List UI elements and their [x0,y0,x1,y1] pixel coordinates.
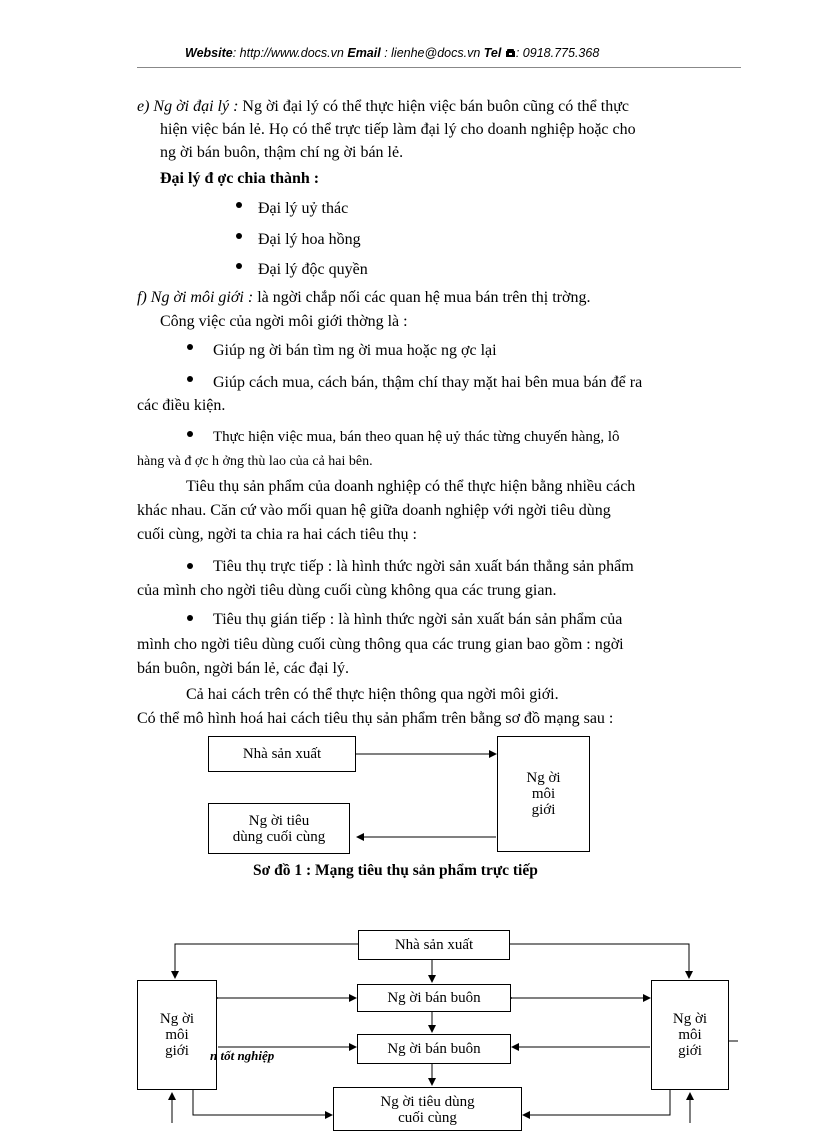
direct-sales-line1: Tiêu thụ trực tiếp : là hình thức ngời sản xuất bán thẳng sản phẩm [213,558,634,575]
agent-type-item: Đại lý độc quyền [258,261,368,278]
broker-task-2-line1: Giúp cách mua, cách bán, thậm chí thay mặt hai bên mua bán để ra [213,374,643,391]
broker-box: Ng ời môi giới [497,736,590,852]
indirect-sales-line2: mình cho ngời tiêu dùng cuối cùng thông qua các trung gian bao gồm : ngời [137,636,624,653]
website-value: : http://www.docs.vn [232,46,344,60]
consumer-box-2: Ng ời tiêu dùng cuối cùng [333,1087,522,1131]
direct-sales-line2: của mình cho ngời tiêu dùng cuối cùng không qua các trung gian. [137,582,557,599]
broker-task-1: Giúp ng ời bán tìm ng ời mua hoặc ng ợc lại [213,342,497,359]
section-e-subhead: Đại lý đ ợc chia thành : [160,170,320,187]
para1-line2: khác nhau. Căn cứ vào mối quan hệ giữa doanh nghiệp với ngời tiêu dùng [137,502,611,519]
para2: Cả hai cách trên có thể thực hiện thông qua ngời môi giới. [186,686,559,703]
wholesaler-box-2: Ng ời bán buôn [357,1034,511,1064]
producer-box: Nhà sản xuất [208,736,356,772]
section-e-line2: hiện việc bán lẻ. Họ có thể trực tiếp làm đại lý cho doanh nghiệp hoặc cho [160,121,636,138]
footer-fragment: n tốt nghiệp [210,1048,275,1063]
para1-line1: Tiêu thụ sản phẩm của doanh nghiệp có thể thực hiện bằng nhiều cách [186,478,636,495]
para3: Có thể mô hình hoá hai cách tiêu thụ sản phẩm trên bằng sơ đồ mạng sau : [137,710,614,727]
section-f-text1: là ngời chắp nối các quan hệ mua bán trên thị trờng. [257,289,591,306]
website-label: Website [185,46,233,60]
agent-type-item: Đại lý hoa hồng [258,231,361,248]
broker-task-3-line1: Thực hiện việc mua, bán theo quan hệ uỷ thác từng chuyến hàng, lô [213,429,620,445]
consumer-box: Ng ời tiêu dùng cuối cùng [208,803,350,854]
broker-task-2-line2: các điều kiện. [137,397,226,414]
wholesaler-box-1: Ng ời bán buôn [357,984,511,1012]
broker-task-3-line2: hàng và đ ợc h ởng thù lao của cả hai bên. [137,454,373,469]
broker-left-box: Ng ời môi giới [137,980,217,1090]
section-e-text1: Ng ời đại lý có thể thực hiện việc bán buôn cũng có thể thực [242,98,629,115]
section-f-prefix: f) Ng ời môi giới : [137,289,254,306]
email-value: : lienhe@docs.vn [384,46,481,60]
indirect-sales-line3: bán buôn, ngời bán lẻ, các đại lý. [137,660,349,677]
producer-box-2: Nhà sản xuất [358,930,510,960]
indirect-sales-line1: Tiêu thụ gián tiếp : là hình thức ngời sản xuất bán sản phẩm của [213,611,623,628]
email-label: Email [347,46,381,60]
section-f-line2: Công việc của ngời môi giới thờng là : [160,313,408,330]
para1-line3: cuối cùng, ngời ta chia ra hai cách tiêu thụ : [137,526,417,543]
tel-label: Tel [483,46,502,60]
broker-right-box: Ng ời môi giới [651,980,729,1090]
diagram1-caption: Sơ đồ 1 : Mạng tiêu thụ sản phẩm trực tiếp [253,862,538,879]
agent-type-item: Đại lý uỷ thác [258,200,349,217]
tel-value: : 0918.775.368 [515,46,600,60]
section-e-line3: ng ời bán buôn, thậm chí ng ời bán lẻ. [160,144,404,161]
section-e-prefix: e) Ng ời đại lý : [137,98,239,115]
